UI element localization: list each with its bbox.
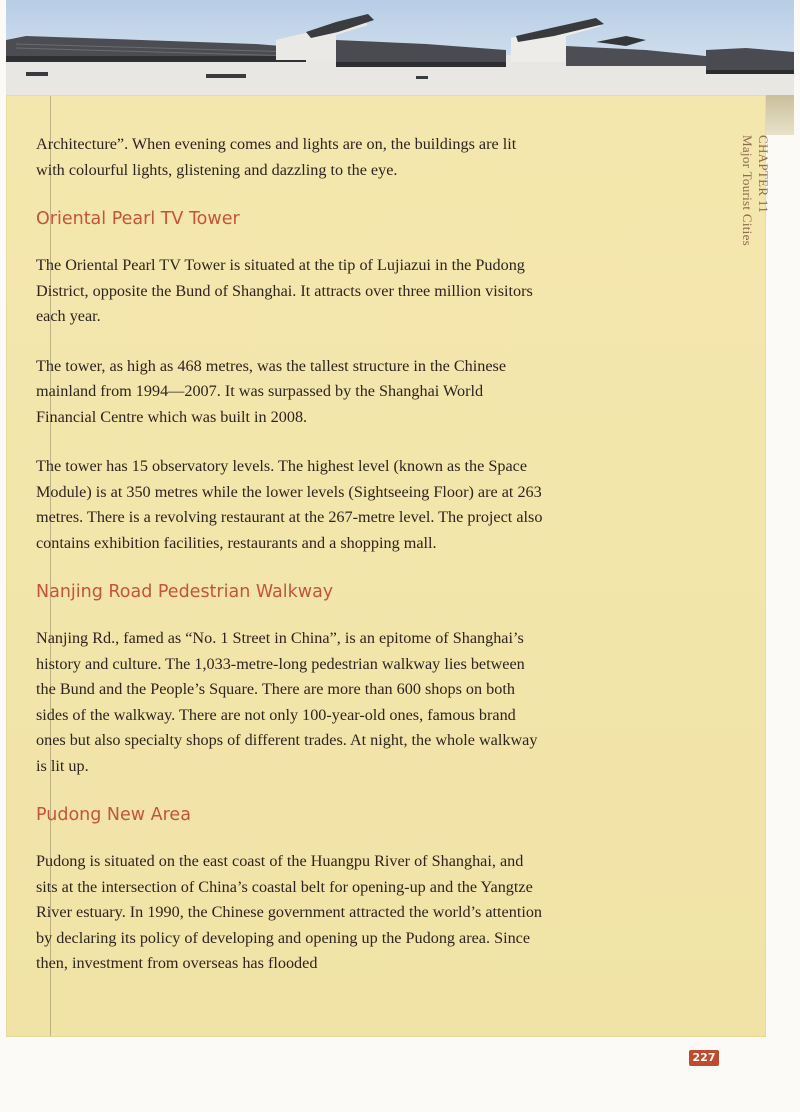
article-body bbox=[36, 132, 546, 1001]
page-number-badge: 227 bbox=[689, 1050, 719, 1066]
chapter-label bbox=[731, 135, 771, 275]
intro-paragraph: Architecture”. When evening comes and lights are on, the buildings are lit with colourful lights, glistening and dazzling to the eye. bbox=[36, 135, 517, 179]
photo-edge-strip bbox=[766, 95, 794, 135]
section-heading-pudong: Pudong New Area bbox=[36, 805, 191, 825]
paragraph: The Oriental Pearl TV Tower is situated at the tip of Lujiazui in the Pudong District, opposite the Bund of Shanghai. It attracts over three million visitors each year. bbox=[36, 256, 533, 325]
rooftops-photo bbox=[6, 0, 794, 95]
paragraph: Nanjing Rd., famed as “No. 1 Street in China”, is an epitome of Shanghai’s history and culture. The 1,033-metre-long pedestrian walkway lies between the Bund and the People’s Square. There are more than 600 shops on both sides of the walkway. There are not only 100-year-old ones, famous brand ones but also specialty shops of different trades. At night, the whole walkway is lit up. bbox=[36, 629, 538, 775]
section-heading-nanjing-road: Nanjing Road Pedestrian Walkway bbox=[36, 582, 334, 602]
paragraph: Pudong is situated on the east coast of the Huangpu River of Shanghai, and sits at the intersection of China’s coastal belt for opening-up and the Yangtze River estuary. In 1990, the Chinese government attracted the world’s attention by declaring its policy of developing and opening up the Pudong area. Since then, investment from overseas has flooded bbox=[36, 852, 543, 972]
paragraph: The tower has 15 observatory levels. The highest level (known as the Space Module) is at 350 metres while the lower levels (Sightseeing Floor) are at 263 metres. There is a revolving restaurant at the 267-metre level. The project also contains exhibition facilities, restaurants and a shopping mall. bbox=[36, 457, 543, 552]
paragraph: The tower, as high as 468 metres, was the tallest structure in the Chinese mainland from 1994—2007. It was surpassed by the Shanghai World Financial Centre which was built in 2008. bbox=[36, 356, 507, 426]
chapter-number: CHAPTER 11 bbox=[756, 135, 771, 213]
chapter-title: Major Tourist Cities bbox=[740, 135, 755, 247]
section-heading-oriental-pearl: Oriental Pearl TV Tower bbox=[36, 209, 240, 229]
